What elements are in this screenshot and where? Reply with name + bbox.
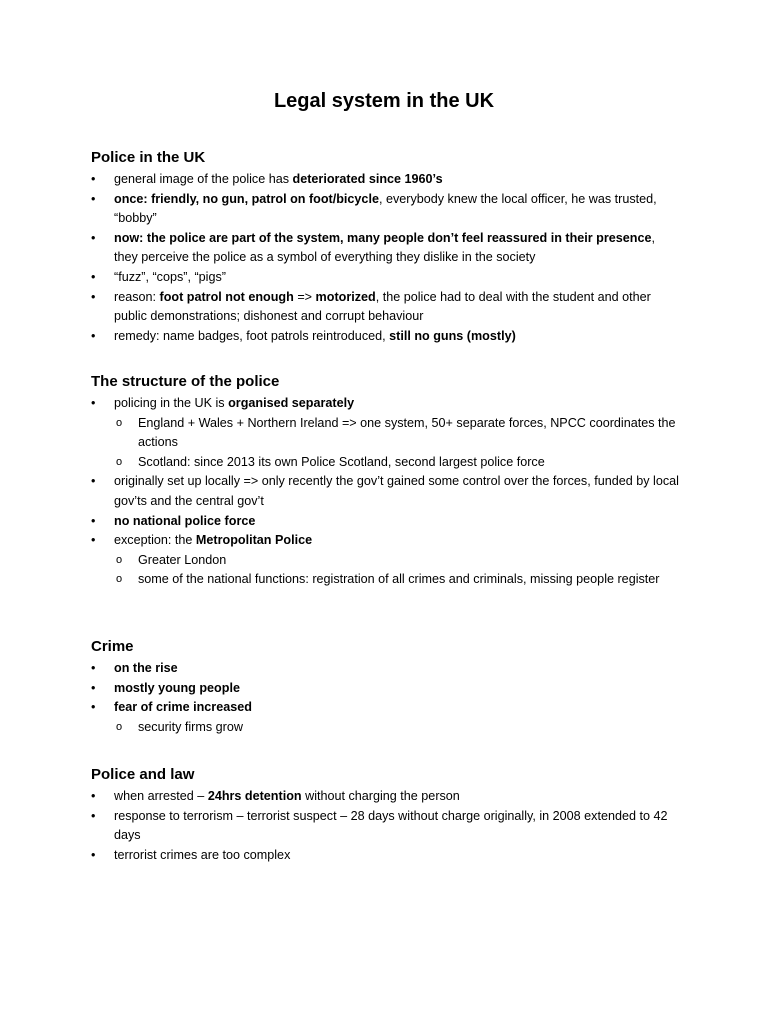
sub-bullet-list [91,551,681,590]
bold-run: deteriorated since 1960’s [292,172,443,186]
text-run: terrorist crimes are too complex [114,847,291,862]
list-item [91,659,681,679]
bullet-list [91,659,681,718]
list-item [91,846,681,866]
list-item [91,807,681,846]
section-police-in-the-uk [91,148,681,346]
text-run: England + Wales + Northern Ireland => one system, 50+ separate forces, NPCC coordinates the actions [138,415,676,450]
bold-run: motorized [315,289,376,304]
section-heading: Police and law [91,766,195,783]
sub-list-item [91,570,681,590]
text-run: “fuzz”, “cops”, “pigs” [114,269,226,284]
list-item [91,229,681,268]
list-item [91,679,681,699]
text-run: general image of the police has [114,172,293,186]
bold-run: organised separately [228,396,355,410]
list-item [91,472,681,511]
bullet-list [91,472,681,550]
bold-run: on the rise [114,661,178,675]
bullet-list [91,787,681,865]
text-run: reason: [114,289,160,304]
bold-run: Metropolitan Police [195,533,313,548]
sub-list-item [91,453,681,473]
list-item [91,698,681,718]
bold-run: now: the police are part of the system, many people don’t feel reassured in their presence [114,230,652,245]
bold-run: mostly young people [114,680,240,695]
list-item [91,170,681,190]
section-heading: The structure of the police [91,373,280,390]
text-run: , they perceive the police as a symbol of everything they dislike in the society [114,230,655,265]
text-run: response to terrorism – terrorist suspect – 28 days without charge originally, in 2008 extended to 42 days [114,808,668,843]
bold-run: 24hrs detention [207,789,302,803]
bullet-list [91,170,681,346]
text-run: => [293,289,316,304]
list-item [91,394,681,414]
section-crime [91,637,681,737]
text-run: , the police had to deal with the student and other public demonstrations; dishonest and corrupt behaviour [114,289,651,324]
bold-run: fear of crime increased [114,700,252,715]
section-police-and-law [91,765,681,865]
list-item [91,327,681,347]
text-run: security firms grow [138,719,243,734]
sub-list-item [91,718,681,738]
bold-run: once: friendly, no gun, patrol on foot/bicycle [114,191,379,206]
list-item [91,787,681,807]
list-item [91,268,681,288]
section-heading: Police in the UK [91,149,206,166]
text-run: when arrested – [114,789,208,803]
sub-list-item [91,551,681,571]
text-run: some of the national functions: registration of all crimes and criminals, missing people register [138,572,660,587]
section-structure-of-the-police [91,372,681,590]
page-title: Legal system in the UK [273,90,495,112]
bold-run: foot patrol not enough [159,289,294,304]
text-run: Greater London [138,552,227,567]
bold-run: no national police force [114,513,256,528]
sub-bullet-list [91,718,681,738]
text-run: Scotland: since 2013 its own Police Scotland, second largest police force [138,454,545,469]
section-heading: Crime [91,638,134,655]
list-item [91,512,681,532]
list-item [91,531,681,551]
sub-bullet-list [91,414,681,473]
list-item [91,288,681,327]
bold-run: still no guns (mostly) [389,328,516,343]
text-run: exception: the [114,533,196,548]
bullet-list [91,394,681,414]
text-run: , everybody knew the local officer, he was trusted, “bobby” [114,191,657,226]
text-run: without charging the person [301,789,460,803]
text-run: remedy: name badges, foot patrols reintroduced, [114,328,390,343]
text-run: policing in the UK is [114,396,229,410]
sub-list-item [91,414,681,453]
list-item [91,190,681,229]
text-run: originally set up locally => only recently the gov’t gained some control over the forces, funded by local gov’ts and the central gov’t [114,474,679,508]
